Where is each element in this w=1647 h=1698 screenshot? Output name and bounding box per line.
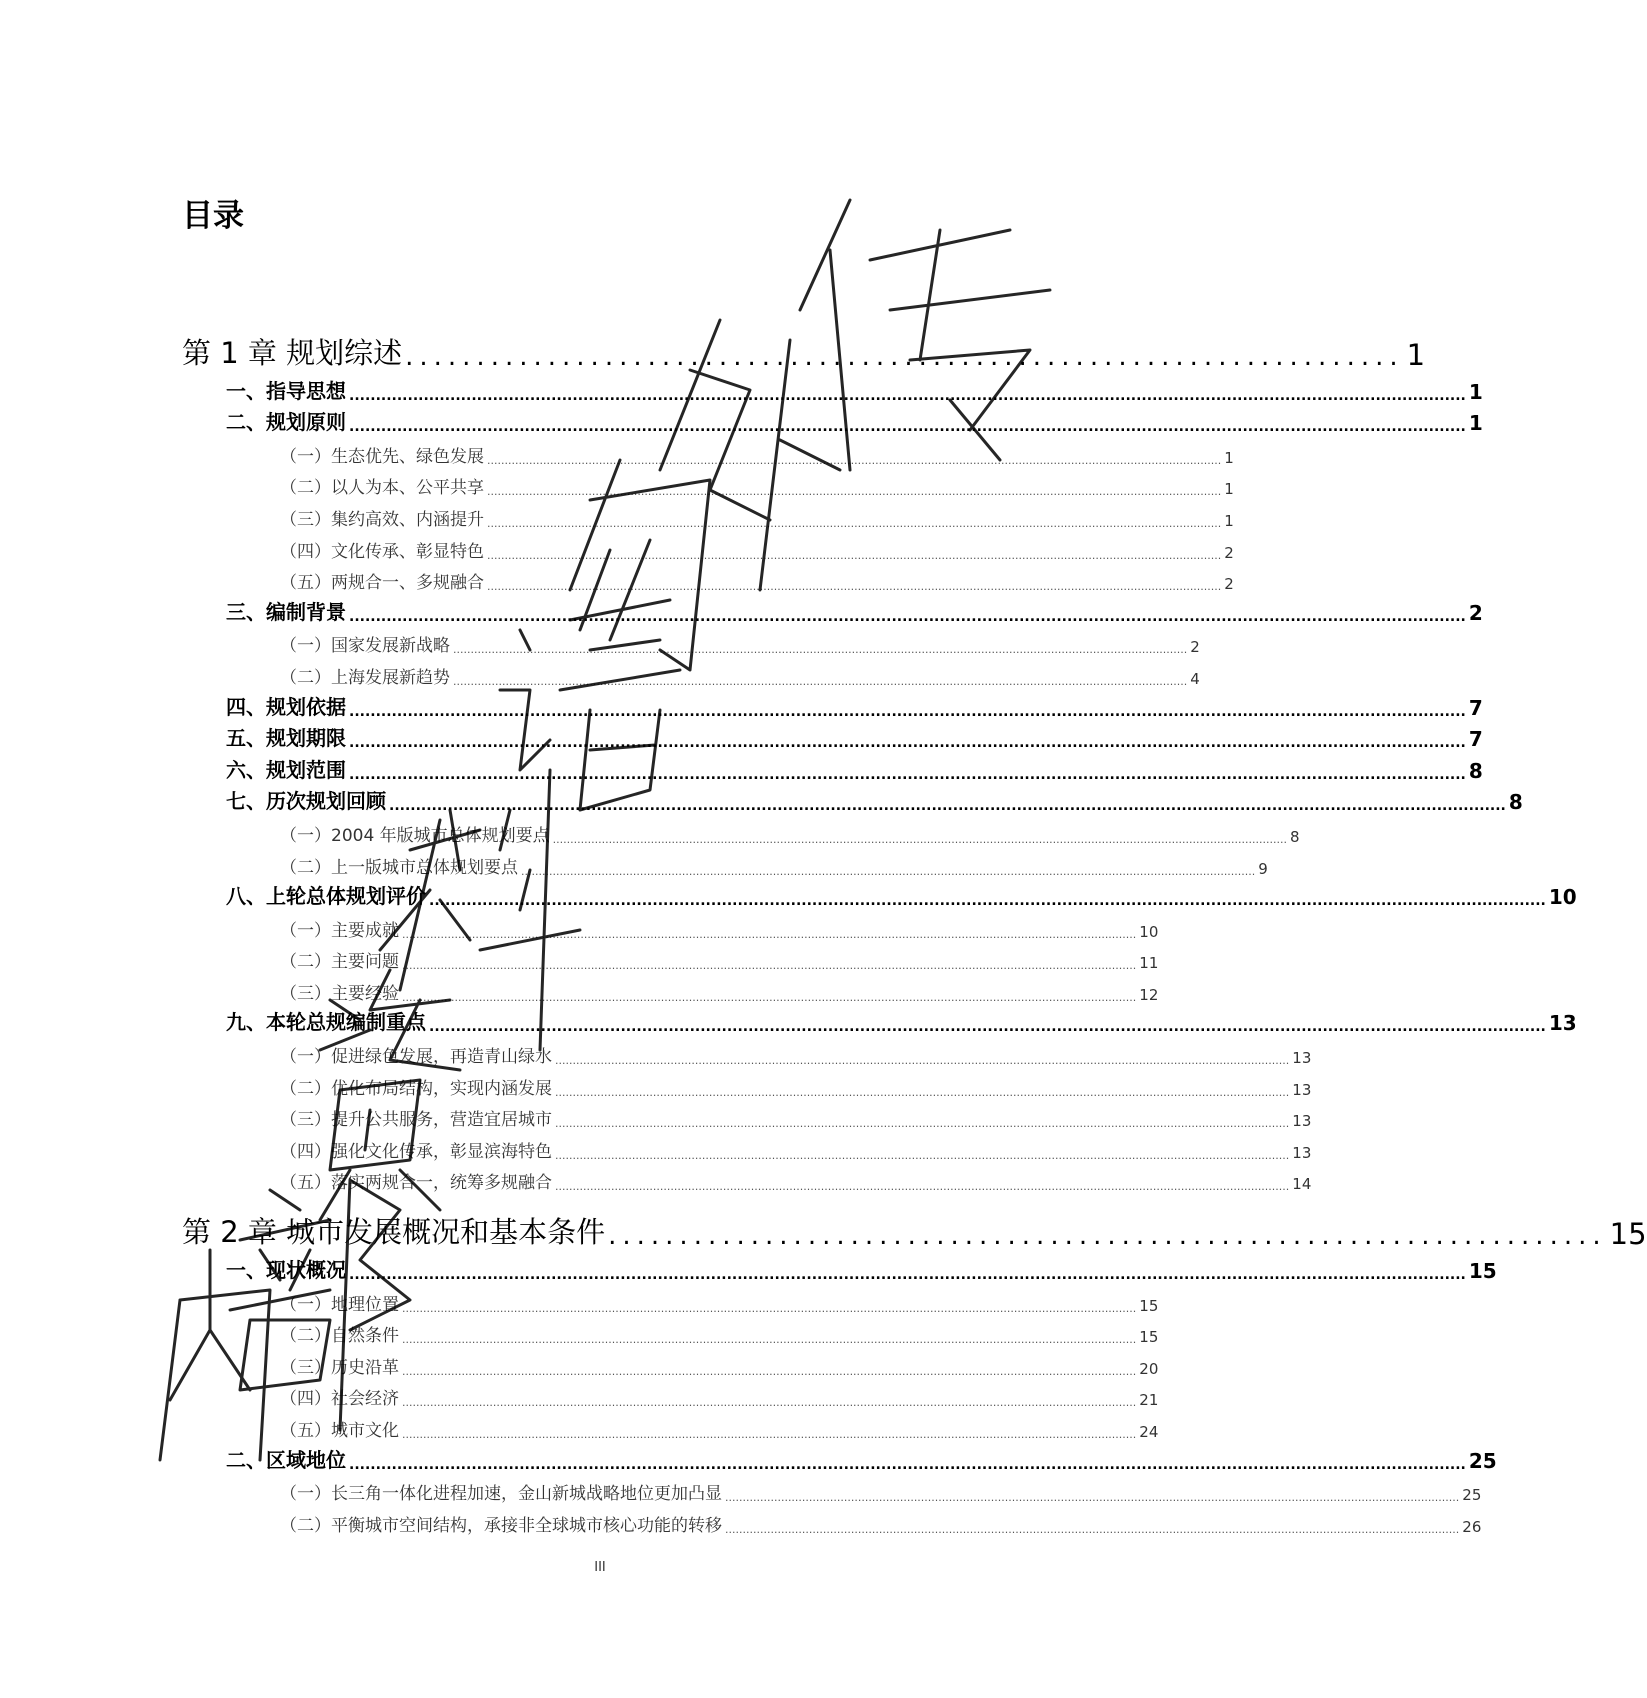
dot-leader: ......................................................................: [608, 1221, 1607, 1252]
dot-leader: ..................................................................................................................................................................................................................: [402, 1333, 1137, 1347]
toc-subsection[interactable]: [182, 1162, 1312, 1194]
toc-section[interactable]: [182, 372, 1483, 404]
dot-leader: ..................................................................................................................................................................................................................: [402, 1428, 1137, 1441]
toc-subsection[interactable]: [182, 625, 1200, 657]
dot-leader: ..................................................................................................................................................................................................................: [487, 580, 1222, 594]
toc-subsection[interactable]: [182, 1283, 1159, 1315]
toc-label: 第 1 章 规划综述: [182, 336, 403, 370]
dot-leader: ..................................................................................................................................................................................................................: [453, 643, 1188, 657]
toc-subsection[interactable]: [182, 814, 1300, 846]
toc-label: （一）2004 年版城市总体规划要点: [280, 825, 550, 846]
toc-subsection[interactable]: [182, 846, 1268, 878]
dot-leader: ..................................................................................................................................................................................................................: [389, 798, 1506, 815]
toc-subsection[interactable]: [182, 1067, 1312, 1099]
toc-page-number: 20: [1139, 1359, 1159, 1378]
toc-subsection[interactable]: [182, 1099, 1312, 1131]
toc-subsection[interactable]: [182, 1378, 1159, 1410]
toc-label: （三）提升公共服务，营造宜居城市: [280, 1110, 552, 1131]
dot-leader: ..................................................................................................................................................................................................................: [349, 387, 1466, 404]
toc-page-number: 10: [1139, 922, 1159, 941]
toc-page-number: 15: [1139, 1296, 1159, 1315]
toc-section[interactable]: [182, 1004, 1577, 1036]
watermark-text: 内部资料 请勿外传: [150, 170, 159, 171]
toc-page-number: 1: [1224, 448, 1234, 467]
toc-subsection[interactable]: [182, 1315, 1159, 1347]
toc-page-number: 2: [1468, 600, 1483, 625]
page-footer-number: III: [594, 1560, 606, 1575]
dot-leader: ..................................................................................................................................................................................................................: [487, 485, 1222, 499]
toc-label: 八、上轮总体规划评价: [226, 884, 426, 909]
dot-leader: ..................................................................................................................................................................................................................: [725, 1522, 1460, 1536]
toc-page-number: 21: [1139, 1391, 1159, 1410]
toc-subsection[interactable]: [182, 941, 1159, 973]
toc-label: （一）促进绿色发展，再造青山绿水: [280, 1047, 552, 1068]
toc-page-number: 8: [1468, 758, 1483, 783]
toc-section[interactable]: [182, 688, 1483, 720]
toc-subsection[interactable]: [182, 1473, 1482, 1505]
dot-leader: ..................................................................................................................................................................................................................: [402, 927, 1137, 941]
toc-page-number: 13: [1292, 1080, 1312, 1099]
dot-leader: ..................................................................................................................................................................................................................: [552, 832, 1287, 846]
toc-page-number: 15: [1139, 1328, 1159, 1347]
toc-page-number: 11: [1139, 954, 1159, 973]
toc-page-number: 1: [1468, 379, 1483, 404]
toc-label: 二、区域地位: [226, 1447, 346, 1472]
toc-page-number: 26: [1462, 1517, 1482, 1536]
toc-page-number: 4: [1190, 669, 1200, 688]
toc-page-number: 25: [1468, 1448, 1497, 1473]
toc-label: 一、指导思想: [226, 378, 346, 403]
dot-leader: ..................................................................................................................................................................................................................: [402, 1396, 1137, 1410]
toc-section[interactable]: [182, 783, 1523, 815]
toc-label: （三）主要经验: [280, 983, 399, 1004]
dot-leader: ..................................................................................................................................................................................................................: [487, 453, 1222, 467]
dot-leader: ..................................................................................................................................................................................................................: [487, 516, 1222, 530]
toc-label: （五）两规合一、多规融合: [280, 573, 484, 594]
dot-leader: ..................................................................................................................................................................................................................: [429, 893, 1546, 910]
toc-subsection[interactable]: [182, 435, 1234, 467]
toc-page-number: 13: [1292, 1049, 1312, 1068]
toc-page-number: 7: [1468, 695, 1483, 720]
toc-page-number: 13: [1548, 1011, 1577, 1036]
toc-subsection[interactable]: [182, 498, 1234, 530]
toc-label: 三、编制背景: [226, 599, 346, 624]
dot-leader: ..................................................................................................................................................................................................................: [487, 548, 1222, 562]
dot-leader: ..................................................................................................................................................................................................................: [349, 608, 1466, 625]
dot-leader: ..................................................................................................................................................................................................................: [402, 1364, 1137, 1378]
toc-section[interactable]: [182, 720, 1483, 752]
toc-section[interactable]: [182, 878, 1577, 910]
toc-subsection[interactable]: [182, 656, 1200, 688]
toc-page-number: 1: [1224, 480, 1234, 499]
dot-leader: ..................................................................................................................................................................................................................: [402, 959, 1137, 973]
toc-subsection[interactable]: [182, 562, 1234, 594]
toc-page-number: 2: [1224, 575, 1234, 594]
dot-leader: ..................................................................................................................................................................................................................: [429, 1019, 1546, 1036]
toc-label: 五、规划期限: [226, 726, 346, 751]
dot-leader: ......................................................................: [405, 342, 1404, 372]
toc-label: （二）主要问题: [280, 952, 399, 973]
page-title: 目录: [182, 198, 244, 234]
toc-label: （一）生态优先、绿色发展: [280, 446, 484, 467]
dot-leader: ..................................................................................................................................................................................................................: [521, 864, 1256, 878]
dot-leader: ..................................................................................................................................................................................................................: [555, 1085, 1290, 1099]
toc-label: 七、历次规划回顾: [226, 789, 386, 814]
toc-label: 二、规划原则: [226, 410, 346, 435]
toc-page-number: 10: [1548, 885, 1577, 910]
toc-label: （四）强化文化传承，彰显滨海特色: [280, 1141, 552, 1162]
dot-leader: ..................................................................................................................................................................................................................: [349, 766, 1466, 783]
toc-section[interactable]: [182, 751, 1483, 783]
toc-label: （三）历史沿革: [280, 1357, 399, 1378]
toc-label: （五）落实两规合一，统筹多规融合: [280, 1173, 552, 1194]
toc-subsection[interactable]: [182, 1346, 1159, 1378]
toc-label: （一）国家发展新战略: [280, 636, 450, 657]
dot-leader: ..................................................................................................................................................................................................................: [349, 419, 1466, 436]
toc-page-number: 24: [1139, 1423, 1159, 1441]
dot-leader: ..................................................................................................................................................................................................................: [555, 1054, 1290, 1068]
toc-section[interactable]: [182, 593, 1483, 625]
toc-subsection[interactable]: [182, 467, 1234, 499]
toc-subsection[interactable]: [182, 1409, 1159, 1441]
toc-page-number: 8: [1289, 827, 1300, 846]
toc-label: （二）平衡城市空间结构，承接非全球城市核心功能的转移: [280, 1515, 722, 1536]
toc-page-number: 12: [1139, 985, 1159, 1004]
toc-page-number: 1: [1406, 338, 1426, 372]
toc-page-number: 14: [1292, 1175, 1312, 1194]
toc-section[interactable]: [182, 1251, 1497, 1284]
toc-subsection[interactable]: [182, 530, 1234, 562]
toc-label: （五）城市文化: [280, 1421, 399, 1441]
toc-subsection[interactable]: [182, 972, 1159, 1004]
toc-label: （一）长三角一体化进程加速，金山新城战略地位更加凸显: [280, 1484, 722, 1505]
toc-page-number: 1: [1468, 411, 1483, 436]
toc-page-number: 8: [1508, 790, 1523, 815]
toc-subsection[interactable]: [182, 1035, 1312, 1068]
toc-subsection[interactable]: [182, 909, 1159, 941]
dot-leader: ..................................................................................................................................................................................................................: [349, 735, 1466, 752]
dot-leader: ..................................................................................................................................................................................................................: [349, 703, 1466, 720]
toc-label: （三）集约高效、内涵提升: [280, 509, 484, 530]
toc-label: （二）自然条件: [280, 1326, 399, 1347]
dot-leader: ..................................................................................................................................................................................................................: [349, 1456, 1466, 1473]
toc-subsection[interactable]: [182, 1504, 1482, 1536]
toc-label: 第 2 章 城市发展概况和基本条件: [182, 1215, 606, 1250]
dot-leader: ..................................................................................................................................................................................................................: [349, 1267, 1466, 1284]
toc-chapter[interactable]: [182, 1193, 1647, 1252]
toc-label: （二）以人为本、公平共享: [280, 478, 484, 499]
toc-label: 一、现状概况: [226, 1258, 346, 1283]
toc-label: （二）上海发展新趋势: [280, 667, 450, 688]
toc-page-number: 13: [1292, 1112, 1312, 1131]
toc-page-number: 15: [1609, 1217, 1647, 1252]
toc-label: （四）文化传承、彰显特色: [280, 541, 484, 562]
toc-label: （二）优化布局结构，实现内涵发展: [280, 1078, 552, 1099]
toc-page-number: 2: [1190, 638, 1200, 657]
toc-page-number: 15: [1468, 1259, 1497, 1284]
dot-leader: ..................................................................................................................................................................................................................: [555, 1148, 1290, 1162]
toc-label: 六、规划范围: [226, 757, 346, 782]
toc-page-number: 13: [1292, 1143, 1312, 1162]
dot-leader: ..................................................................................................................................................................................................................: [402, 990, 1137, 1004]
toc-page-number: 25: [1462, 1486, 1482, 1505]
dot-leader: ..................................................................................................................................................................................................................: [725, 1491, 1460, 1505]
dot-leader: ..................................................................................................................................................................................................................: [555, 1180, 1290, 1194]
toc-page-number: 7: [1468, 727, 1483, 752]
toc-section[interactable]: [182, 404, 1483, 436]
toc-label: （一）地理位置: [280, 1294, 399, 1315]
toc-page-number: 1: [1224, 511, 1234, 530]
toc-page-number: 2: [1224, 543, 1234, 562]
toc-label: （二）上一版城市总体规划要点: [280, 857, 518, 878]
toc-page-number: 9: [1258, 859, 1268, 878]
toc-chapter[interactable]: [182, 314, 1426, 372]
toc-label: （四）社会经济: [280, 1389, 399, 1410]
dot-leader: ..................................................................................................................................................................................................................: [402, 1301, 1137, 1315]
toc-label: 四、规划依据: [226, 694, 346, 719]
toc-label: 九、本轮总规编制重点: [226, 1010, 426, 1035]
toc-label: （一）主要成就: [280, 920, 399, 941]
table-of-contents: [182, 314, 1647, 1536]
dot-leader: ..................................................................................................................................................................................................................: [453, 674, 1188, 688]
dot-leader: ..................................................................................................................................................................................................................: [555, 1117, 1290, 1131]
toc-subsection[interactable]: [182, 1130, 1312, 1162]
toc-section[interactable]: [182, 1441, 1497, 1473]
